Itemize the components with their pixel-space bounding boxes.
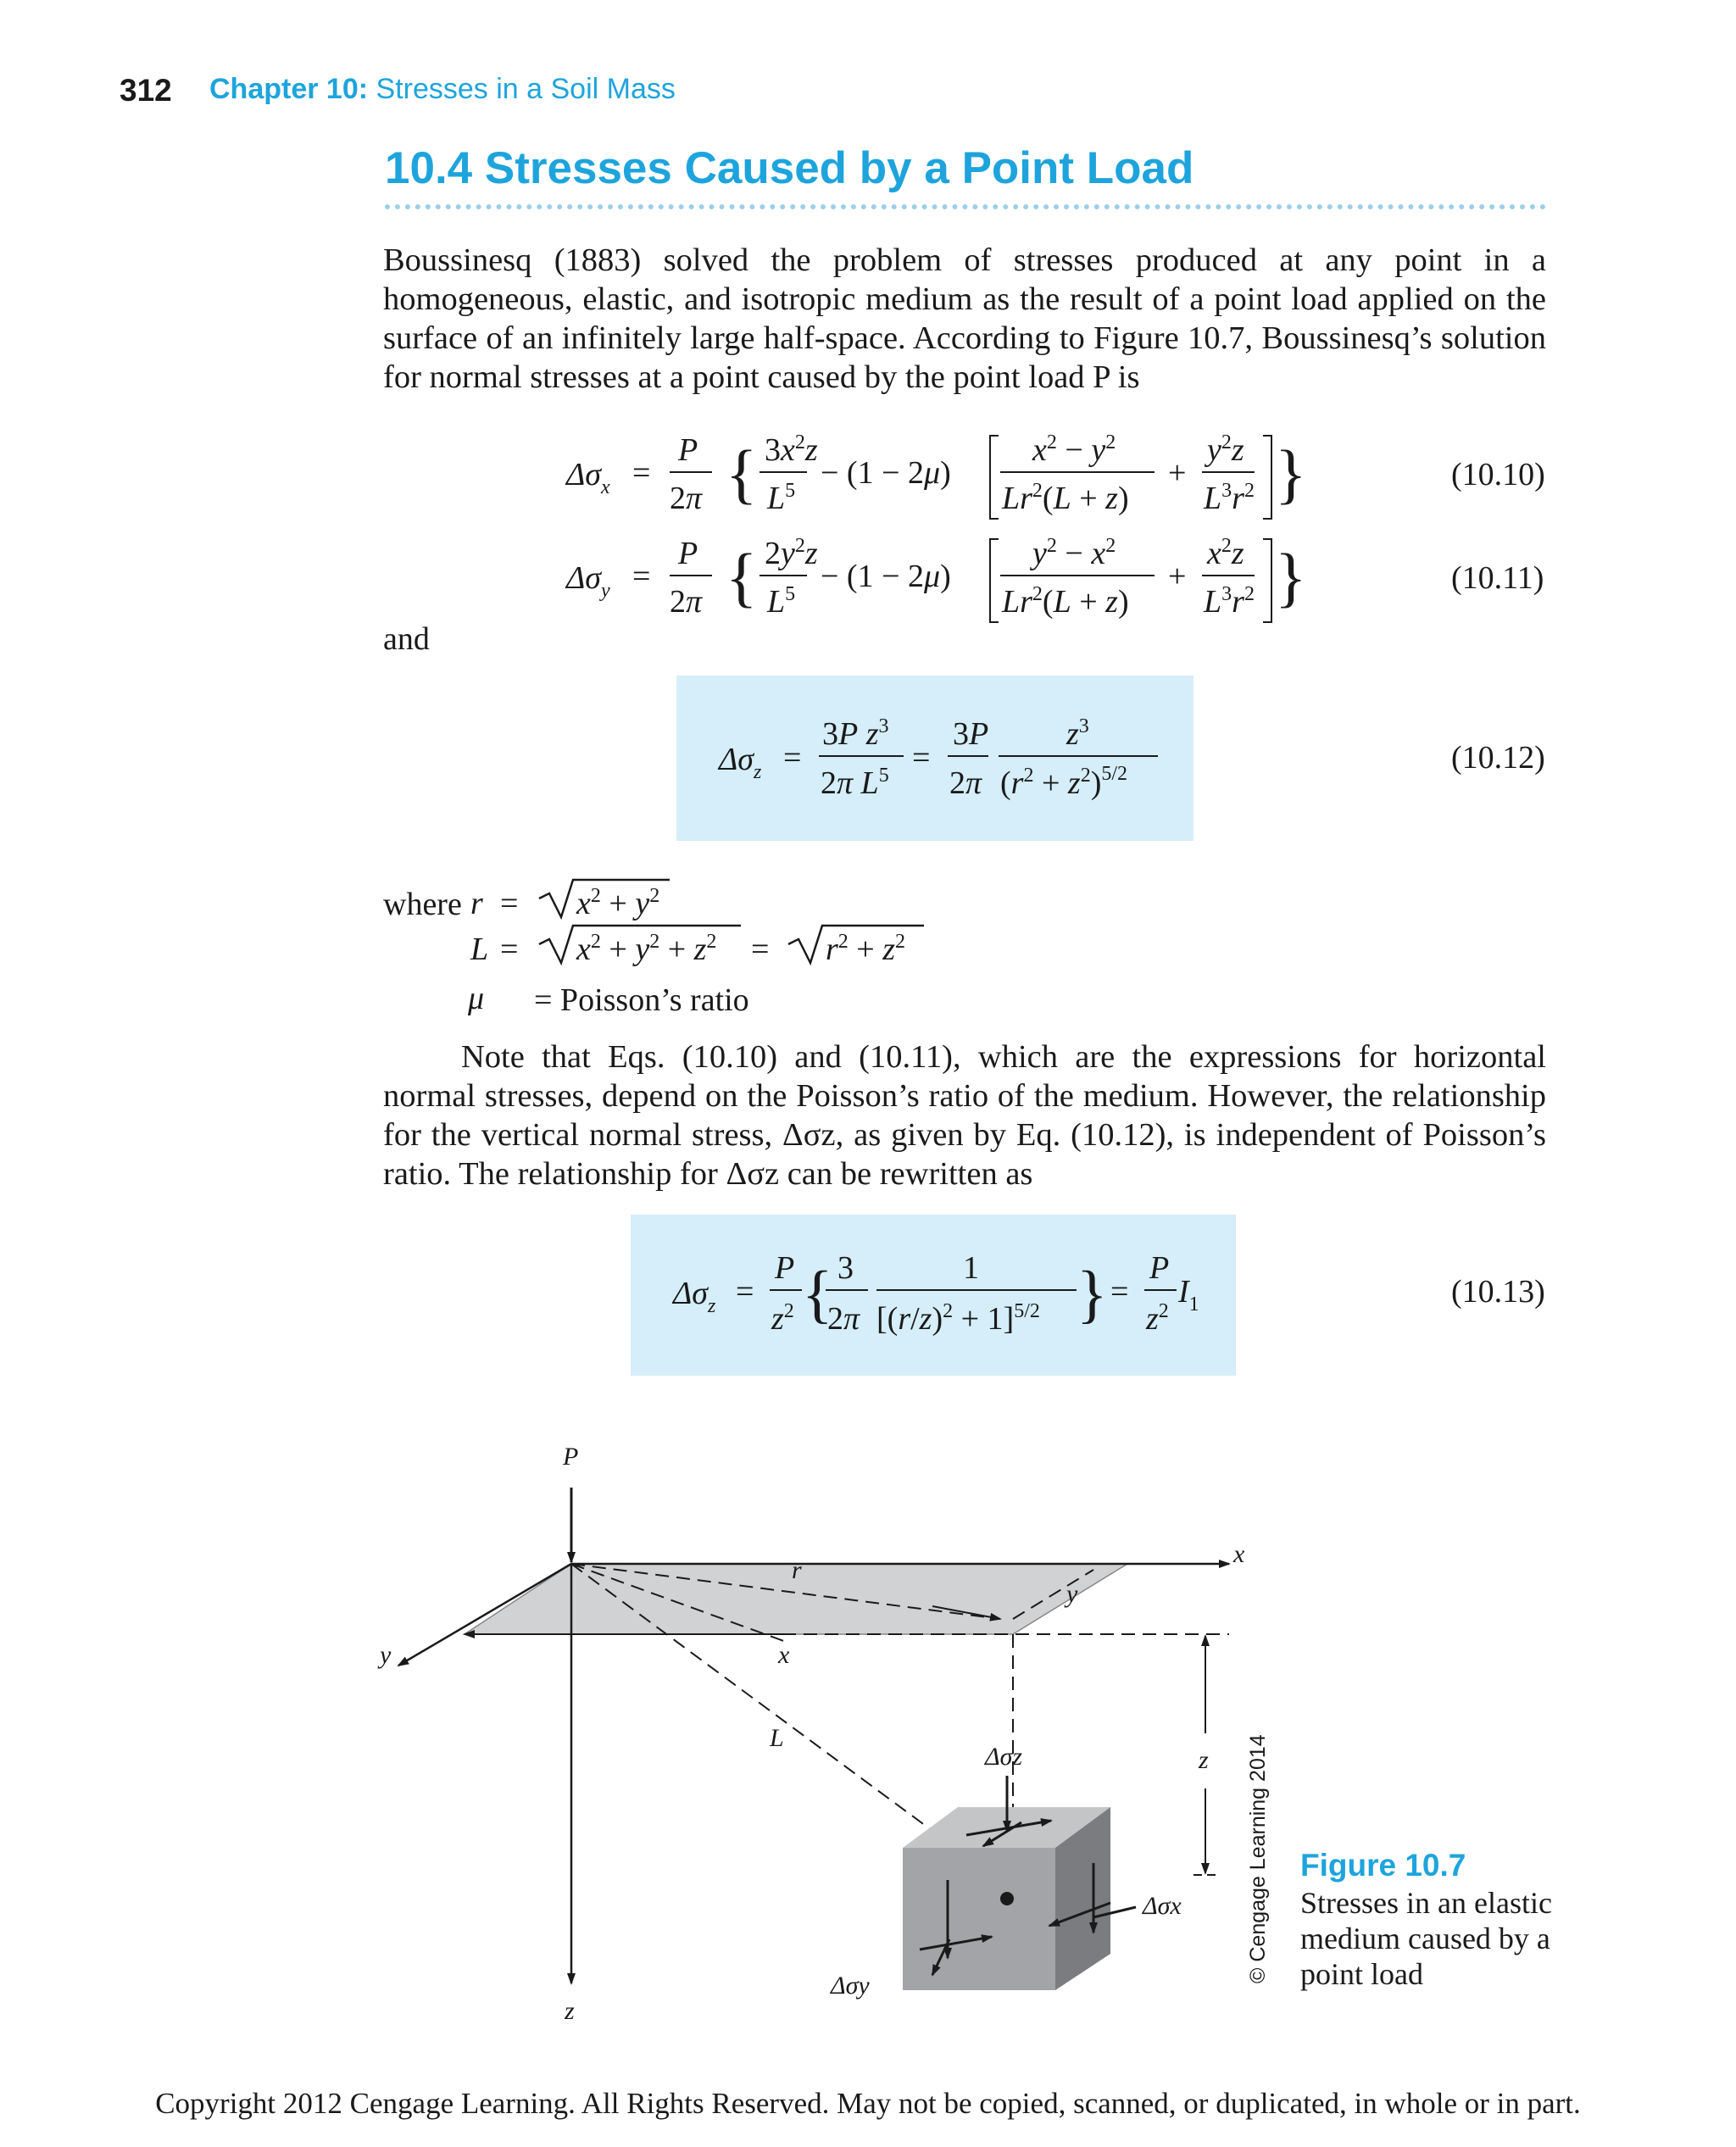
label-dsz: Δσz	[985, 1743, 1023, 1771]
equation-number-10-11: (10.11)	[1451, 560, 1544, 596]
note-paragraph: Note that Eqs. (10.10) and (10.11), which are the expressions for horizontal normal stresses, depend on the Poisson’s ratio of the medium. However, the relationship for the vertical normal stress, Δσz, as given by Eq. (10.12), is independent of Poisson’s ratio. The relationship for Δσz can be rewritten as	[383, 1039, 1546, 1192]
label-L: L	[770, 1724, 784, 1752]
svg-text:=: =	[912, 740, 931, 776]
intro-paragraph: Boussinesq (1883) solved the problem of stresses produced at any point in a homogeneous, elastic, and isotropic medium as the result of a point load applied on the surface of an infinitely large half-space. According to Figure 10.7, Boussinesq’s solution for normal stresses at a point caused by the point load P is	[383, 242, 1546, 395]
svg-text:=: =	[500, 886, 519, 921]
svg-text:Δσy: $\Delta\sigma_y$	[566, 560, 610, 602]
equation-number-10-12: (10.12)	[1451, 740, 1545, 776]
svg-text:}: }	[1275, 540, 1307, 614]
chapter-title: Stresses in a Soil Mass	[376, 73, 676, 105]
label-x-axis: x	[1233, 1540, 1245, 1568]
svg-text:{: {	[802, 1259, 833, 1330]
svg-text:μ: μ	[468, 981, 485, 1016]
svg-text:Δσz: $\Delta\sigma_z$	[673, 1276, 716, 1317]
svg-text:− (1 − 2μ): − (1 − 2μ)	[821, 455, 951, 491]
svg-text:y2z: $y^2z$	[1207, 431, 1244, 468]
svg-text:(r2 + z2)5/2: $(r^2 + z^2)^{5/2}$	[1000, 763, 1128, 801]
svg-text:}: }	[1077, 1259, 1108, 1330]
label-dsy: Δσy	[831, 1972, 870, 2000]
svg-text:z2: $z^2$	[1146, 1300, 1169, 1337]
equation-number-10-13: (10.13)	[1451, 1274, 1545, 1310]
stress-cube	[903, 1807, 1110, 1990]
svg-text:2π: 2π	[670, 481, 703, 516]
svg-text:P: P	[678, 432, 698, 468]
svg-text:Δσx: $\Delta\sigma_x$	[566, 457, 610, 498]
equation-number-10-10: (10.10)	[1451, 457, 1545, 492]
svg-text:x2z: $x^2z$	[1207, 535, 1244, 571]
svg-text:3P z3: 3P $z^3$	[822, 715, 889, 752]
svg-text:L3r2: $L^3r^2$	[1204, 583, 1255, 620]
svg-text:=: =	[736, 1274, 754, 1310]
svg-text:L: L	[470, 932, 489, 967]
svg-text:2π: 2π	[827, 1301, 860, 1337]
figure-label: Figure 10.7	[1300, 1848, 1466, 1883]
svg-text:{: {	[726, 540, 758, 614]
svg-text:2y2z: $2y^2z$	[765, 535, 818, 571]
svg-text:=: =	[751, 932, 770, 967]
svg-text:P: P	[775, 1250, 795, 1286]
svg-text:}: }	[1275, 437, 1307, 510]
svg-text:[(r/z)2 + 1]5/2: $[(r/z)^2 + 1]^{5/2}$	[876, 1300, 1040, 1337]
svg-text:{: {	[726, 437, 758, 510]
chapter-label: Chapter 10:	[209, 73, 369, 105]
svg-text:r2 + z2: $r^2 + z^2$	[826, 931, 906, 967]
label-dsx: Δσx	[1143, 1892, 1182, 1920]
svg-text:3: 3	[837, 1250, 854, 1286]
svg-text:=: =	[500, 932, 519, 967]
svg-text:=: =	[1110, 1274, 1129, 1310]
figure-caption: Stresses in an elastic medium caused by a point load	[1300, 1886, 1552, 1991]
svg-text:x2 + y2: $x^2 + y^2$	[576, 885, 660, 921]
svg-text:=: =	[632, 455, 651, 491]
label-P: P	[563, 1443, 579, 1471]
svg-text:Lr2(L + z): $Lr^2(L + z)$	[1002, 480, 1129, 516]
label-x-dim: x	[778, 1641, 790, 1669]
svg-text:x2 − y2: $x^2 - y^2$	[1032, 431, 1116, 468]
svg-text:2π: 2π	[670, 584, 703, 620]
svg-text:x2 + y2 + z2: $x^2 + y^2 + z^2$	[576, 931, 717, 967]
svg-text:P: P	[1149, 1250, 1170, 1286]
svg-text:L5: $L^5$	[767, 583, 796, 620]
svg-text:+: +	[1168, 455, 1187, 491]
label-r: r	[792, 1556, 802, 1584]
svg-text:r: r	[470, 886, 483, 921]
svg-text:=: =	[783, 740, 802, 776]
svg-text:3P: 3P	[953, 716, 989, 752]
svg-text:y2 − x2: $y^2 - x^2$	[1032, 535, 1116, 571]
svg-text:z3: $z^3$	[1066, 715, 1089, 752]
section-title: 10.4 Stresses Caused by a Point Load	[385, 143, 1194, 193]
svg-text:L5: $L^5$	[767, 480, 796, 516]
svg-text:1: 1	[963, 1250, 979, 1286]
svg-text:− (1 − 2μ): − (1 − 2μ)	[821, 559, 951, 594]
svg-text:=: =	[632, 559, 651, 594]
poisson-definition: = Poisson’s ratio	[534, 982, 749, 1018]
label-y-dim: y	[1066, 1580, 1078, 1608]
svg-text:2π L5: 2π $L^5$	[821, 765, 889, 801]
svg-text:Δσz: $\Delta\sigma_z$	[719, 742, 762, 783]
svg-text:Lr2(L + z): $Lr^2(L + z)$	[1002, 583, 1129, 620]
copyright-footer: Copyright 2012 Cengage Learning. All Rights Reserved. May not be copied, scanned, or duplicated, in whole or in part.	[155, 2087, 1581, 2120]
figure-credit: © Cengage Learning 2014	[1246, 1734, 1270, 1983]
page-number: 312	[120, 73, 172, 108]
svg-text:L3r2: $L^3r^2$	[1204, 480, 1255, 516]
where-text: where	[383, 887, 462, 922]
svg-text:+: +	[1168, 559, 1187, 594]
label-z-dim: z	[1199, 1746, 1209, 1774]
svg-text:z2: $z^2$	[771, 1300, 794, 1337]
label-z-axis: z	[565, 1997, 575, 2025]
label-y-axis: y	[380, 1641, 392, 1669]
svg-text:I1: $I_1$	[1178, 1274, 1199, 1315]
svg-text:3x2z: $3x^2z$	[765, 431, 818, 468]
and-text: and	[383, 621, 430, 657]
svg-text:2π: 2π	[949, 765, 982, 801]
svg-text:P: P	[678, 536, 698, 571]
